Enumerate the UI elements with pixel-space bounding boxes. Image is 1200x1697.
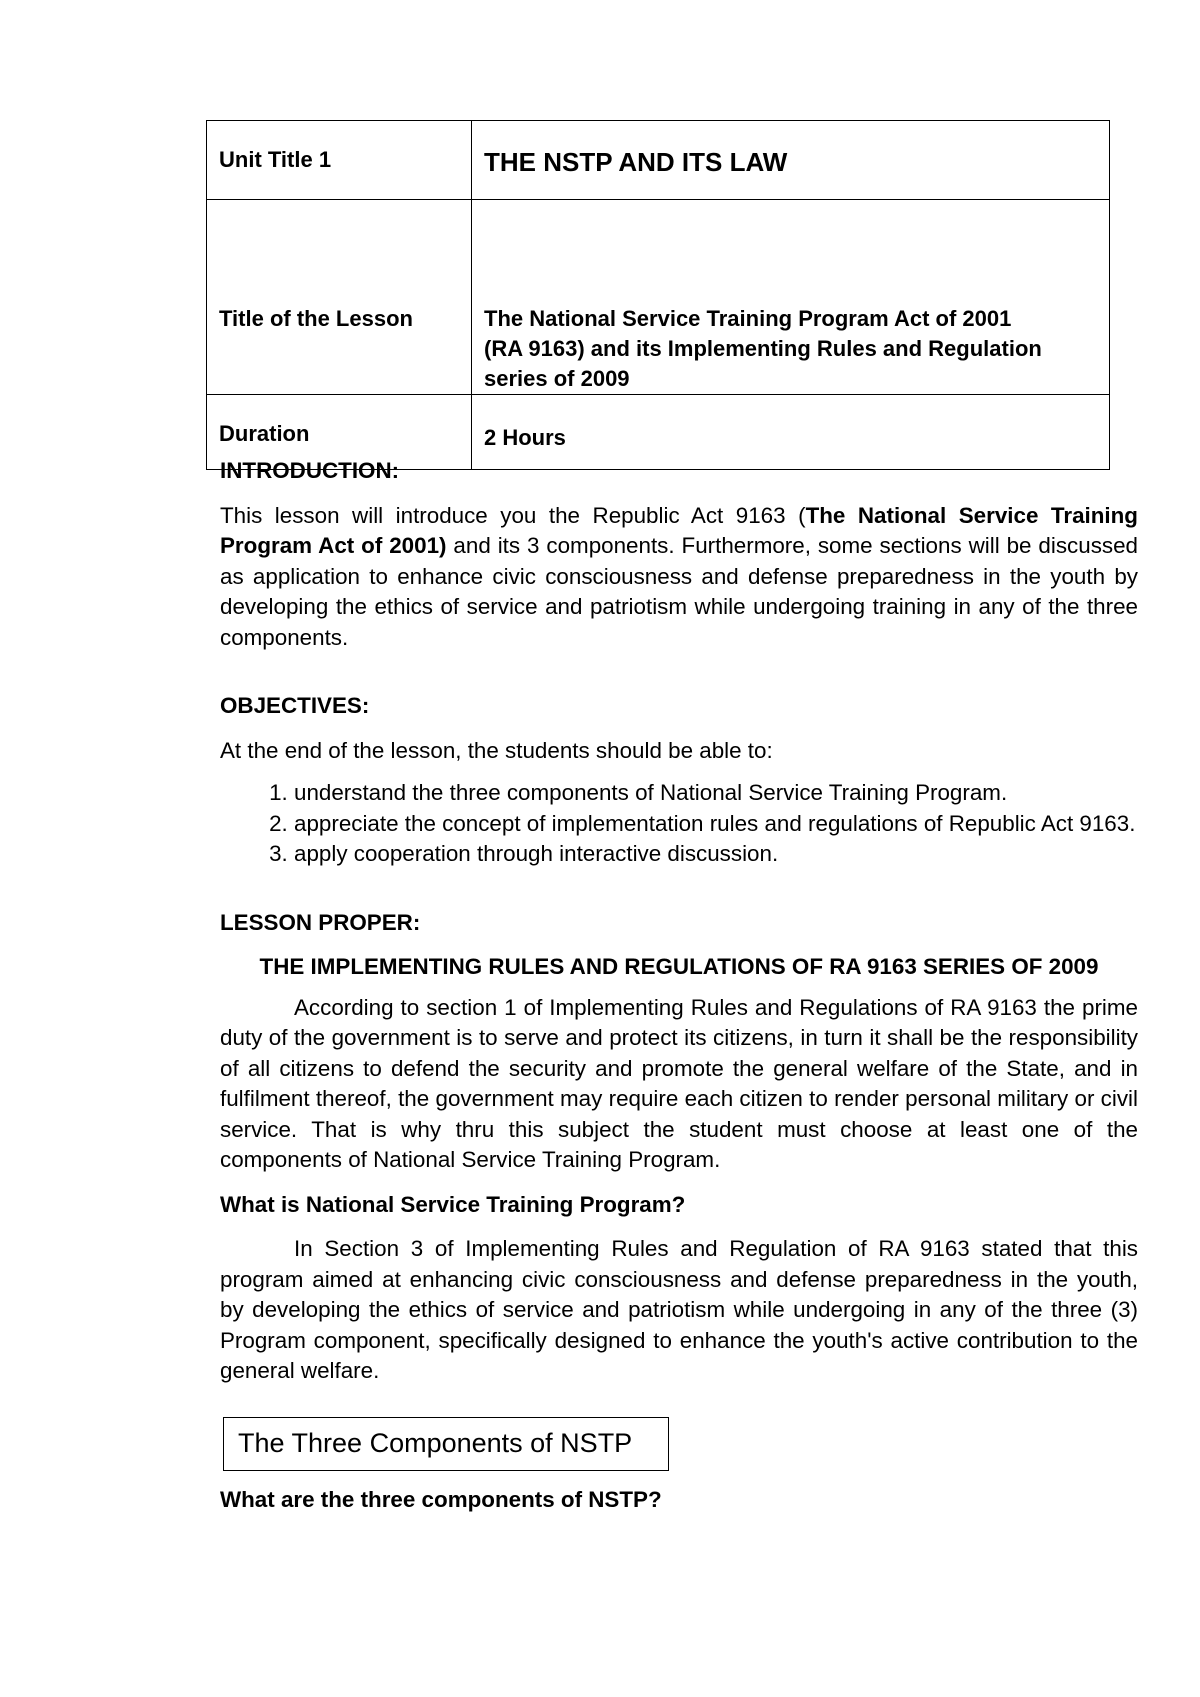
objectives-lead: At the end of the lesson, the students should be able to: (220, 737, 773, 763)
spacer (220, 1176, 1138, 1190)
unit-title-value: THE NSTP AND ITS LAW (484, 147, 788, 177)
intro-text-start: This lesson will introduce you the Republic Act 9163 ( (220, 502, 806, 528)
what-is-nstp-question: What is National Service Training Program? (220, 1191, 686, 1217)
lesson-title-line-2: (RA 9163) and its Implementing Rules and Regulation (484, 336, 1042, 361)
irr-section-title: THE IMPLEMENTING RULES AND REGULATIONS OF RA 9163 SERIES OF 2009 (259, 954, 1099, 979)
introduction-paragraph (220, 501, 1138, 654)
objective-item: 3. apply cooperation through interactive discussion. (294, 839, 1138, 870)
three-components-box-title: The Three Components of NSTP (223, 1417, 669, 1471)
what-are-components-question: What are the three components of NSTP? (220, 1486, 662, 1512)
document-body (220, 456, 1138, 1529)
lesson-title-line-1: The National Service Training Program Act of 2001 (484, 306, 1012, 331)
lesson-paragraph-2: In Section 3 of Implementing Rules and Regulation of RA 9163 stated that this program aimed at enhancing civic consciousness and defense preparedness in the youth, by developing the ethics of service and patriotism while undergoing in any of the three (3) Program component, specifically designed to enhance the youth's active contribution to the general welfare. (220, 1236, 1138, 1383)
lesson-paragraph-1: According to section 1 of Implementing Rules and Regulations of RA 9163 the prime duty of the government is to serve and protect its citizens, in turn it shall be the responsibility of all citizens to defend the security and promote the general welfare of the State, and in fulfilment thereof, the government may require each citizen to render personal military or civil service. That is why thru this subject the student must choose at least one of the components of National Service Training Program. (220, 994, 1138, 1172)
lesson-title-row (207, 200, 1110, 395)
objectives-list (220, 778, 1138, 870)
introduction-heading: INTRODUCTION: (220, 458, 400, 483)
unit-title-label-cell (207, 121, 472, 200)
unit-info-table (206, 120, 1110, 470)
spacer (220, 1471, 1138, 1485)
intro-text-end: and its 3 components. Furthermore, some sections will be discussed as application to enhance civic consciousness and defense preparedness in the youth by developing the ethics of service and patriotism while undergoing training in any of the three components. (220, 533, 1138, 650)
lesson-title-label-cell (207, 200, 472, 395)
lesson-title-value (484, 304, 1097, 394)
spacer (220, 870, 1138, 908)
spacer (220, 1387, 1138, 1417)
unit-title-label: Unit Title 1 (219, 147, 332, 172)
unit-title-value-cell (472, 121, 1110, 200)
duration-label: Duration (219, 421, 310, 446)
lesson-proper-heading: LESSON PROPER: (220, 909, 421, 935)
lesson-title-label: Title of the Lesson (219, 306, 413, 331)
objective-item: 1. understand the three components of National Service Training Program. (294, 778, 1138, 809)
objective-item: 2. appreciate the concept of implementation rules and regulations of Republic Act 9163. (294, 809, 1138, 840)
spacer (220, 653, 1138, 691)
duration-value: 2 Hours (484, 425, 566, 450)
objectives-heading: OBJECTIVES: (220, 693, 370, 718)
unit-title-row (207, 121, 1110, 200)
lesson-title-value-cell (472, 200, 1110, 395)
lesson-title-line-3: series of 2009 (484, 366, 630, 391)
intro-bold-act-name: The National Service Training Program Act of 2001) (220, 502, 1138, 558)
